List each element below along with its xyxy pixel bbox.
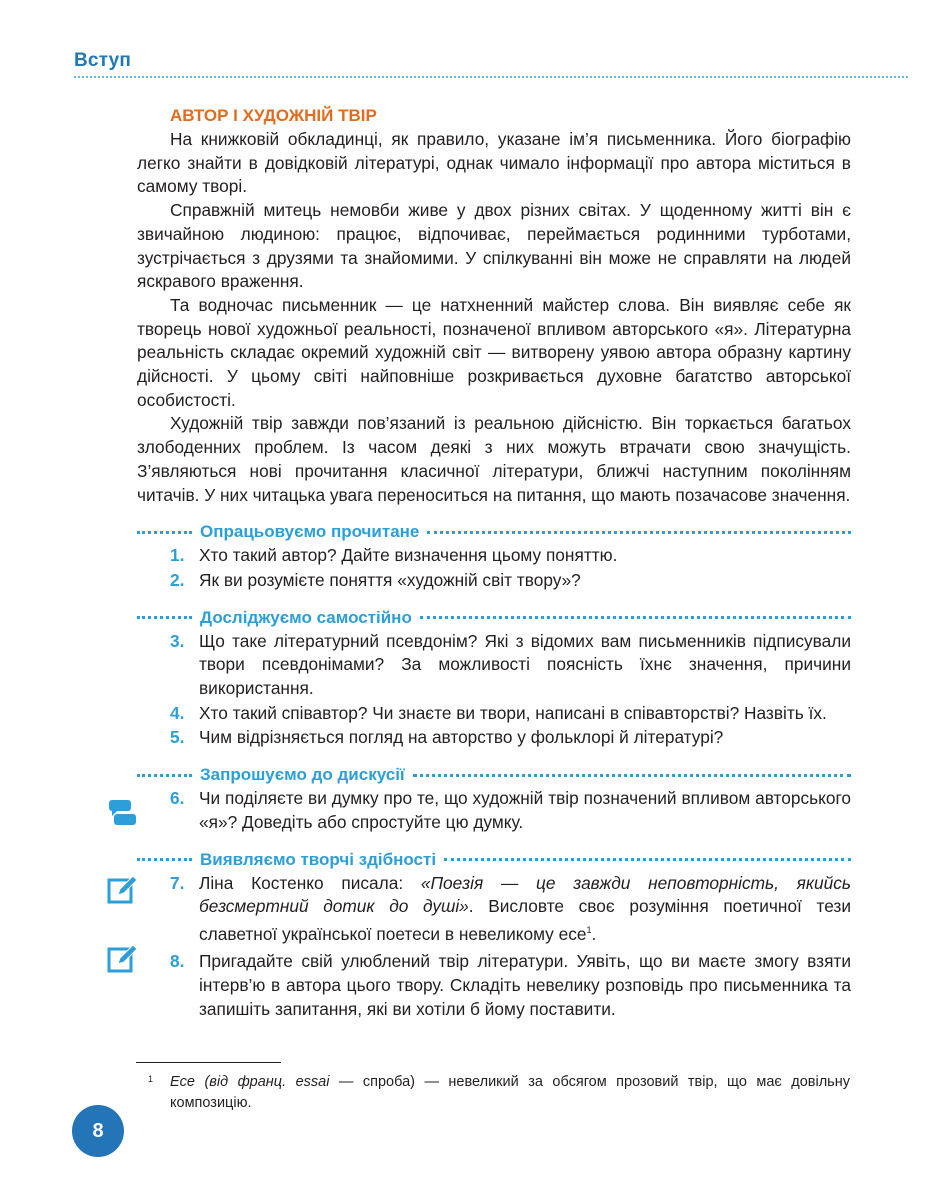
- dotted-divider: [137, 774, 192, 777]
- footnote-mark: 1: [148, 1074, 154, 1084]
- task-item: [137, 630, 851, 701]
- header-title: Вступ: [74, 50, 132, 71]
- paragraph: На книжковій обкладинці, як правило, указане ім’я письменника. Його біографію легко знайти в довідковій літературі, однак чимало інформації про автора міститься в самому творі.: [137, 129, 851, 197]
- task-group-title: Запрошуємо до дискусії: [200, 765, 405, 785]
- task-text-rest: . Висловте своє розуміння поетичної тези славетної української поетеси в невеликому есе: [199, 896, 851, 944]
- task-number: 3.: [170, 630, 185, 651]
- task-group-title: Виявляємо творчі здібності: [200, 849, 437, 869]
- task-number: 8.: [170, 951, 185, 972]
- main-content: [137, 106, 851, 1022]
- task-group-title: Досліджуємо самостійно: [200, 607, 412, 627]
- task-quote: «Поезія — це завжди неповторність, якийсь безсмертний дотик до душі»: [199, 872, 851, 917]
- page-number: 8: [72, 1105, 124, 1157]
- task-item: [137, 787, 851, 834]
- task-group-heading: [137, 521, 851, 543]
- task-group-title: Опрацьовуємо прочитане: [200, 522, 420, 542]
- task-text: Хто такий співавтор? Чи знаєте ви твори, написані в співавторстві? Назвіть їх.: [199, 702, 827, 723]
- paragraph: Художній твір завжди пов’язаний із реальною дійсністю. Він торкається багатьох злободенних проблем. Із часом деякі з них можуть втрачати свою значущість. З’являються нові прочитання класичної літератури, ближчі наступним поколінням читачів. У них читацька увага переноситься на питання, що мають позачасове значення.: [137, 413, 851, 505]
- task-number: 1.: [170, 545, 185, 566]
- speech-bubbles-icon: [108, 800, 138, 828]
- task-number: 7.: [170, 872, 185, 893]
- task-text: Хто такий автор? Дайте визначення цьому поняттю.: [199, 545, 618, 566]
- paragraph: Та водночас письменник — це натхненний майстер слова. Він виявляє себе як творець нової художньої реальності, позначеної впливом авторського «я». Літературна реальність складає окремий художній світ — витворену уявою автора образну картину дійсності. У цьому світі найповніше розкривається духовне багатство авторської особистості.: [137, 294, 851, 410]
- footnote-divider: [136, 1062, 281, 1063]
- footnote: [148, 1072, 850, 1114]
- dotted-divider: [137, 616, 192, 619]
- pencil-note-icon: [107, 943, 139, 975]
- footnote-text: — спроба) — невеликий за обсягом прозовий твір, що має довільну композицію.: [170, 1074, 850, 1111]
- pencil-note-icon: [107, 874, 139, 906]
- section-title: АВТОР І ХУДОЖНІЙ ТВІР: [170, 106, 377, 125]
- task-item: [137, 872, 851, 947]
- paragraph: Справжній митець немовби живе у двох різних світах. У щоденному житті він є звичайною людиною: працює, відпочиває, переймається родинними турботами, зустрічається з друзями та знайомими. У спілкуванні він може не справляти на людей яскравого враження.: [137, 200, 851, 292]
- task-text-end: .: [591, 923, 597, 944]
- task-group-heading: [137, 849, 851, 871]
- task-text: Як ви розумієте поняття «художній світ твору»?: [199, 569, 581, 590]
- dotted-divider: [427, 531, 851, 534]
- task-group-heading: [137, 607, 851, 629]
- task-number: 6.: [170, 788, 185, 809]
- dotted-divider: [137, 858, 192, 861]
- footnote-reference: 1: [586, 924, 592, 935]
- task-item: [137, 950, 851, 1021]
- task-group-heading: [137, 764, 851, 786]
- task-item: [137, 726, 851, 750]
- header-dotted-rule: [74, 76, 908, 78]
- task-text-lead: Ліна Костенко писала:: [199, 872, 421, 893]
- footnote-term: Есе (від франц. essai: [170, 1074, 330, 1090]
- task-item: [137, 544, 851, 568]
- task-number: 2.: [170, 569, 185, 590]
- dotted-divider: [444, 858, 851, 861]
- task-text: Пригадайте свій улюблений твір літератури. Уявіть, що ви маєте змогу взяти інтерв’ю в автора цього твору. Складіть невелику розповідь про письменника та запишіть запитання, які ви хотіли б йому поставити.: [199, 951, 851, 1019]
- dotted-divider: [413, 774, 851, 777]
- task-text: Чим відрізняється погляд на авторство у фольклорі й літературі?: [199, 727, 724, 748]
- task-item: [137, 702, 851, 726]
- task-text: Чи поділяєте ви думку про те, що художній твір позначений впливом авторського «я»? Доведіть або спростуйте цю думку.: [199, 788, 851, 832]
- dotted-divider: [420, 616, 851, 619]
- task-number: 4.: [170, 702, 185, 723]
- task-number: 5.: [170, 727, 185, 748]
- dotted-divider: [137, 531, 192, 534]
- task-text: Що таке літературний псевдонім? Які з відомих вам письменників підписували твори псевдонімами? За можливості поясність їхнє значення, причини використання.: [199, 630, 851, 699]
- task-item: [137, 569, 851, 593]
